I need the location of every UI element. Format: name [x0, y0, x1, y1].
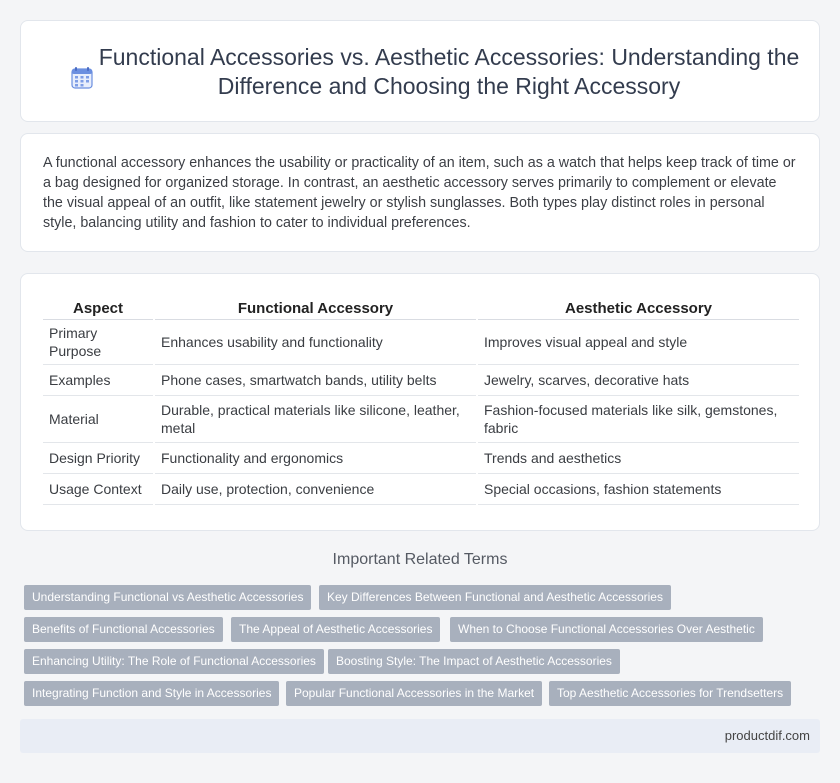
- comparison-table: [41, 294, 801, 505]
- table-cell: Trends and aesthetics: [478, 443, 799, 474]
- related-terms-heading: Important Related Terms: [332, 551, 508, 568]
- related-term-tag[interactable]: Understanding Functional vs Aesthetic Accessories: [24, 585, 311, 610]
- table-cell: Phone cases, smartwatch bands, utility belts: [155, 365, 476, 396]
- footer-site-link[interactable]: productdif.com: [724, 728, 810, 743]
- table-cell: Material: [43, 396, 153, 443]
- table-cell: Design Priority: [43, 443, 153, 474]
- table-cell: Fashion-focused materials like silk, gemstones, fabric: [478, 396, 799, 443]
- table-cell: Functionality and ergonomics: [155, 443, 476, 474]
- table-cell: Special occasions, fashion statements: [478, 474, 799, 505]
- related-term-tag[interactable]: Popular Functional Accessories in the Market: [286, 681, 542, 706]
- table-cell: Usage Context: [43, 474, 153, 505]
- table-header-row: [43, 294, 799, 320]
- related-term-tag[interactable]: Integrating Function and Style in Accessories: [24, 681, 279, 706]
- table-cell: Daily use, protection, convenience: [155, 474, 476, 505]
- table-cell: Jewelry, scarves, decorative hats: [478, 365, 799, 396]
- table-cell: Enhances usability and functionality: [155, 320, 476, 365]
- table-cell: Primary Purpose: [43, 320, 153, 365]
- table-cell: Durable, practical materials like silicone, leather, metal: [155, 396, 476, 443]
- intro-card: [20, 133, 820, 252]
- table-row: [43, 320, 799, 365]
- related-term-tag[interactable]: Enhancing Utility: The Role of Functional Accessories: [24, 649, 324, 674]
- footer: [20, 719, 820, 753]
- related-term-tag[interactable]: Boosting Style: The Impact of Aesthetic Accessories: [328, 649, 620, 674]
- related-term-tag[interactable]: The Appeal of Aesthetic Accessories: [231, 617, 440, 642]
- table-row: [43, 365, 799, 396]
- table-row: [43, 396, 799, 443]
- related-term-tag[interactable]: Key Differences Between Functional and Aesthetic Accessories: [319, 585, 671, 610]
- column-header: Functional Accessory: [155, 294, 476, 320]
- table-cell: Examples: [43, 365, 153, 396]
- related-term-tag[interactable]: Benefits of Functional Accessories: [24, 617, 223, 642]
- related-term-tag[interactable]: Top Aesthetic Accessories for Trendsetters: [549, 681, 791, 706]
- calendar-icon: [71, 67, 93, 89]
- table-cell: Improves visual appeal and style: [478, 320, 799, 365]
- table-row: [43, 474, 799, 505]
- comparison-table-card: [20, 273, 820, 531]
- intro-paragraph: A functional accessory enhances the usability or practicality of an item, such as a watch that helps keep track of time or a bag designed for organized storage. In contrast, an aesthetic accessory serves primarily to complement or elevate the visual appeal of an outfit, like statement jewelry or stylish sunglasses. Both types play distinct roles in personal style, balancing utility and fashion to cater to individual preferences.: [43, 155, 796, 231]
- column-header: Aesthetic Accessory: [478, 294, 799, 320]
- header-card: [20, 20, 820, 122]
- column-header: Aspect: [43, 294, 153, 320]
- related-term-tag[interactable]: When to Choose Functional Accessories Over Aesthetic: [450, 617, 763, 642]
- table-row: [43, 443, 799, 474]
- page-title: Functional Accessories vs. Aesthetic Accessories: Understanding the Difference and Choosing the Right Accessory: [98, 44, 800, 99]
